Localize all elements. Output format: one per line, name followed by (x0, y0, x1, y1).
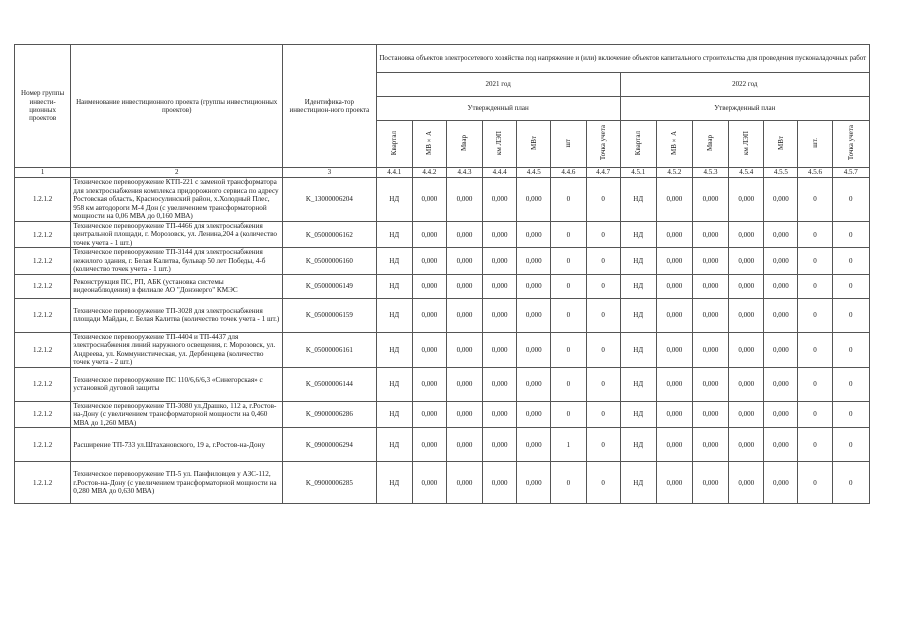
value-cell: 0,000 (692, 222, 728, 248)
project-id: K_05000006162 (283, 222, 376, 248)
project-name: Расширение ТП-733 ул.Штахановского, 19 а, г.Ростов-на-Дону (71, 428, 283, 462)
value-cell: НД (376, 332, 412, 367)
subheader-cell: Точка учета (586, 121, 620, 168)
project-name: Техническое перевооружение ТП-3144 для электроснабжения нежилого здания, г. Белая Калитва, бульвар 50 лет Победы, 4-б (количество точек учета - 1 шт.) (71, 248, 283, 274)
column-number: 4.5.4 (729, 168, 764, 178)
value-cell: 0,000 (446, 332, 482, 367)
table-header (15, 45, 870, 178)
project-name: Реконструкция ПС, РП, АБК (установка системы видеонаблюдения) в филиале АО "Донэнерго" КМЭС (71, 274, 283, 298)
value-cell: 0,000 (412, 298, 446, 332)
table-row (15, 401, 870, 427)
value-cell: НД (620, 298, 656, 332)
value-cell: 0,000 (729, 428, 764, 462)
subheader-cell: Мвар (446, 121, 482, 168)
value-cell: 0,000 (446, 428, 482, 462)
value-cell: 0,000 (412, 332, 446, 367)
value-cell: 0 (832, 178, 869, 222)
table-row (15, 178, 870, 222)
project-id: K_09000006286 (283, 401, 376, 427)
subheader-cell: Мвар (692, 121, 728, 168)
value-cell: 0,000 (656, 248, 692, 274)
value-cell: 0,000 (692, 332, 728, 367)
value-cell: 0,000 (483, 274, 517, 298)
value-cell: 0,000 (764, 248, 798, 274)
value-cell: 0 (586, 428, 620, 462)
value-cell: 0,000 (517, 401, 551, 427)
value-cell: 0,000 (483, 178, 517, 222)
value-cell: 0,000 (764, 274, 798, 298)
column-number: 4.5.3 (692, 168, 728, 178)
value-cell: 0,000 (764, 222, 798, 248)
value-cell: 0,000 (692, 401, 728, 427)
group-number: 1.2.1.2 (15, 178, 71, 222)
value-cell: 0 (798, 428, 832, 462)
group-number: 1.2.1.2 (15, 428, 71, 462)
value-cell: 0 (586, 401, 620, 427)
value-cell: 0,000 (517, 178, 551, 222)
column-number: 4.5.1 (620, 168, 656, 178)
investment-table (14, 44, 870, 504)
value-cell: 0 (551, 178, 586, 222)
value-cell: 0 (551, 298, 586, 332)
value-cell: 0,000 (483, 222, 517, 248)
value-cell: 0,000 (517, 332, 551, 367)
value-cell: НД (620, 248, 656, 274)
value-cell: НД (376, 462, 412, 504)
value-cell: 0,000 (517, 222, 551, 248)
value-cell: НД (620, 178, 656, 222)
value-cell: 0 (551, 274, 586, 298)
value-cell: 0 (832, 274, 869, 298)
value-cell: 0,000 (656, 222, 692, 248)
table-body (15, 178, 870, 504)
value-cell: 0,000 (483, 401, 517, 427)
header-year-2022: 2022 год (620, 73, 869, 97)
subheader-cell: МВт (517, 121, 551, 168)
group-number: 1.2.1.2 (15, 274, 71, 298)
value-cell: 0,000 (692, 367, 728, 401)
value-cell: 0 (832, 462, 869, 504)
value-cell: 0 (586, 462, 620, 504)
value-cell: НД (620, 274, 656, 298)
header-year-2021: 2021 год (376, 73, 620, 97)
table-row (15, 462, 870, 504)
project-name: Техническое перевооружение КТП-221 с заменой трансформатора для электроснабжения комплекса придорожного сервиса по адресу Ростовская область, Красносулинский район, х.Холодный Плес, 958 км автодороги М-4 Дон (с увеличением трансформаторной мощности на 0,06 МВА до 0,160 МВА) (71, 178, 283, 222)
value-cell: 0 (551, 222, 586, 248)
value-cell: 0 (586, 332, 620, 367)
value-cell: 0,000 (656, 274, 692, 298)
group-number: 1.2.1.2 (15, 462, 71, 504)
column-number: 4.5.2 (656, 168, 692, 178)
value-cell: НД (620, 367, 656, 401)
column-number: 4.4.3 (446, 168, 482, 178)
value-cell: 0,000 (729, 222, 764, 248)
project-id: K_05000006144 (283, 367, 376, 401)
column-number: 4.5.5 (764, 168, 798, 178)
project-id: K_05000006149 (283, 274, 376, 298)
value-cell: 0 (798, 298, 832, 332)
project-name: Техническое перевооружение ТП-5 ул. Панфиловцев у АЗС-112, г.Ростов-на-Дону (с увеличением трансформаторной мощности на 0,280 МВА до 0,630 МВА) (71, 462, 283, 504)
value-cell: 0,000 (446, 462, 482, 504)
group-number: 1.2.1.2 (15, 222, 71, 248)
column-number: 3 (283, 168, 376, 178)
value-cell: 0,000 (412, 222, 446, 248)
column-number: 4.4.6 (551, 168, 586, 178)
subheader-cell: Квартал (376, 121, 412, 168)
value-cell: 0,000 (764, 178, 798, 222)
column-number: 4.5.6 (798, 168, 832, 178)
header-plan-2021: Утвержденный план (376, 97, 620, 121)
value-cell: 0 (798, 222, 832, 248)
value-cell: 0,000 (446, 178, 482, 222)
value-cell: 0 (832, 367, 869, 401)
value-cell: 0 (551, 248, 586, 274)
table-row (15, 222, 870, 248)
value-cell: 0 (832, 401, 869, 427)
value-cell: 0,000 (517, 428, 551, 462)
value-cell: 0,000 (483, 332, 517, 367)
value-cell: НД (376, 222, 412, 248)
value-cell: НД (376, 401, 412, 427)
value-cell: 0,000 (483, 462, 517, 504)
value-cell: 0,000 (446, 367, 482, 401)
table-row (15, 298, 870, 332)
subheader-cell: МВ×А (656, 121, 692, 168)
column-number: 4.4.1 (376, 168, 412, 178)
header-project-name: Наименование инвестиционного проекта (группы инвестиционных проектов) (71, 45, 283, 168)
column-number: 4.4.2 (412, 168, 446, 178)
value-cell: НД (376, 428, 412, 462)
value-cell: 0,000 (764, 367, 798, 401)
value-cell: НД (620, 428, 656, 462)
value-cell: 0,000 (656, 462, 692, 504)
value-cell: 0,000 (656, 178, 692, 222)
value-cell: 0 (586, 298, 620, 332)
value-cell: 0 (798, 367, 832, 401)
column-number: 4.5.7 (832, 168, 869, 178)
project-name: Техническое перевооружение ТП-4466 для электроснабжения центральной площади, г. Морозовск, ул. Ленина,204 а (количество точек учета - 1 шт.) (71, 222, 283, 248)
value-cell: 0,000 (764, 332, 798, 367)
project-id: K_05000006160 (283, 248, 376, 274)
value-cell: НД (620, 462, 656, 504)
column-number: 4.4.5 (517, 168, 551, 178)
table-row (15, 332, 870, 367)
value-cell: 0,000 (446, 401, 482, 427)
value-cell: 0,000 (656, 298, 692, 332)
value-cell: 0,000 (656, 332, 692, 367)
value-cell: 1 (551, 428, 586, 462)
subheader-cell: км ЛЭП (729, 121, 764, 168)
value-cell: 0,000 (729, 401, 764, 427)
column-number: 4.4.4 (483, 168, 517, 178)
value-cell: 0,000 (656, 367, 692, 401)
column-number-row (15, 168, 870, 178)
value-cell: 0,000 (517, 248, 551, 274)
value-cell: 0,000 (729, 298, 764, 332)
group-number: 1.2.1.2 (15, 332, 71, 367)
table-row (15, 274, 870, 298)
header-plan-2022: Утвержденный план (620, 97, 869, 121)
value-cell: 0,000 (692, 248, 728, 274)
value-cell: 0,000 (692, 298, 728, 332)
value-cell: НД (376, 248, 412, 274)
value-cell: НД (376, 274, 412, 298)
value-cell: 0,000 (412, 248, 446, 274)
value-cell: 0,000 (656, 428, 692, 462)
value-cell: 0,000 (692, 274, 728, 298)
project-name: Техническое перевооружение ТП-3028 для электроснабжения площади Майдан, г. Белая Калитва (количество точек учета - 1 шт.) (71, 298, 283, 332)
value-cell: 0 (551, 332, 586, 367)
value-cell: 0,000 (483, 248, 517, 274)
value-cell: 0,000 (729, 248, 764, 274)
value-cell: НД (376, 178, 412, 222)
value-cell: 0 (551, 462, 586, 504)
value-cell: 0,000 (483, 428, 517, 462)
value-cell: 0,000 (412, 401, 446, 427)
value-cell: 0 (798, 248, 832, 274)
value-cell: НД (620, 222, 656, 248)
project-id: K_09000006294 (283, 428, 376, 462)
project-name: Техническое перевооружение ТП-3080 ул.Драшко, 112 а, г.Ростов-на-Дону (с увеличением трансформаторной мощности на 0,460 МВА до 1,260 МВА) (71, 401, 283, 427)
project-id: K_05000006161 (283, 332, 376, 367)
column-number: 4.4.7 (586, 168, 620, 178)
subheader-cell: шт. (798, 121, 832, 168)
value-cell: 0 (798, 401, 832, 427)
value-cell: 0 (832, 248, 869, 274)
value-cell: 0,000 (692, 462, 728, 504)
value-cell: 0,000 (517, 298, 551, 332)
header-group-title: Постановка объектов электросетевого хозяйства под напряжение и (или) включение объектов капитального строительства для проведения пусконаладочных работ (376, 45, 869, 73)
value-cell: 0 (586, 222, 620, 248)
column-number: 2 (71, 168, 283, 178)
project-name: Техническое перевооружение ПС 110/6,6/6,3 «Синегорская» с установкой дуговой защиты (71, 367, 283, 401)
project-id: K_05000006159 (283, 298, 376, 332)
value-cell: 0 (832, 332, 869, 367)
table-row (15, 248, 870, 274)
value-cell: 0,000 (517, 367, 551, 401)
group-number: 1.2.1.2 (15, 248, 71, 274)
value-cell: 0,000 (517, 462, 551, 504)
project-name: Техническое перевооружение ТП-4404 и ТП-4437 для электроснабжения линий наружного освещения, г. Морозовск, ул. Андреева, ул. Коммунистическая, ул. Дербенцева (количество точек учета - 2 шт.) (71, 332, 283, 367)
value-cell: 0 (551, 401, 586, 427)
value-cell: 0 (832, 428, 869, 462)
value-cell: 0,000 (729, 462, 764, 504)
value-cell: 0 (586, 274, 620, 298)
table-row (15, 428, 870, 462)
value-cell: 0 (832, 298, 869, 332)
value-cell: НД (620, 332, 656, 367)
subheader-cell: МВт (764, 121, 798, 168)
value-cell: НД (620, 401, 656, 427)
value-cell: 0,000 (729, 274, 764, 298)
value-cell: 0 (551, 367, 586, 401)
value-cell: 0,000 (412, 462, 446, 504)
value-cell: 0,000 (692, 178, 728, 222)
value-cell: 0 (832, 222, 869, 248)
value-cell: 0,000 (412, 367, 446, 401)
value-cell: 0,000 (764, 298, 798, 332)
project-id: K_13000006204 (283, 178, 376, 222)
value-cell: НД (376, 298, 412, 332)
header-project-id: Идентифика-тор инвестицион-ного проекта (283, 45, 376, 168)
group-number: 1.2.1.2 (15, 298, 71, 332)
value-cell: 0,000 (446, 248, 482, 274)
column-number: 1 (15, 168, 71, 178)
value-cell: 0,000 (764, 462, 798, 504)
value-cell: 0 (586, 178, 620, 222)
value-cell: 0,000 (729, 178, 764, 222)
value-cell: 0,000 (729, 367, 764, 401)
value-cell: 0 (798, 332, 832, 367)
group-number: 1.2.1.2 (15, 367, 71, 401)
value-cell: 0,000 (692, 428, 728, 462)
value-cell: 0 (798, 462, 832, 504)
group-number: 1.2.1.2 (15, 401, 71, 427)
value-cell: 0,000 (483, 367, 517, 401)
value-cell: 0,000 (656, 401, 692, 427)
value-cell: НД (376, 367, 412, 401)
value-cell: 0,000 (483, 298, 517, 332)
subheader-cell: Квартал (620, 121, 656, 168)
subheader-cell: Точка учета (832, 121, 869, 168)
value-cell: 0,000 (764, 401, 798, 427)
value-cell: 0,000 (412, 178, 446, 222)
project-id: K_09000006285 (283, 462, 376, 504)
value-cell: 0,000 (446, 222, 482, 248)
value-cell: 0,000 (446, 298, 482, 332)
value-cell: 0 (586, 367, 620, 401)
value-cell: 0,000 (764, 428, 798, 462)
subheader-cell: МВ×А (412, 121, 446, 168)
value-cell: 0,000 (412, 274, 446, 298)
header-group-number: Номер группы инвести-ционных проектов (15, 45, 71, 168)
value-cell: 0 (586, 248, 620, 274)
value-cell: 0,000 (412, 428, 446, 462)
value-cell: 0 (798, 274, 832, 298)
value-cell: 0 (798, 178, 832, 222)
value-cell: 0,000 (446, 274, 482, 298)
subheader-cell: км ЛЭП (483, 121, 517, 168)
subheader-cell: шт (551, 121, 586, 168)
table-row (15, 367, 870, 401)
value-cell: 0,000 (517, 274, 551, 298)
value-cell: 0,000 (729, 332, 764, 367)
